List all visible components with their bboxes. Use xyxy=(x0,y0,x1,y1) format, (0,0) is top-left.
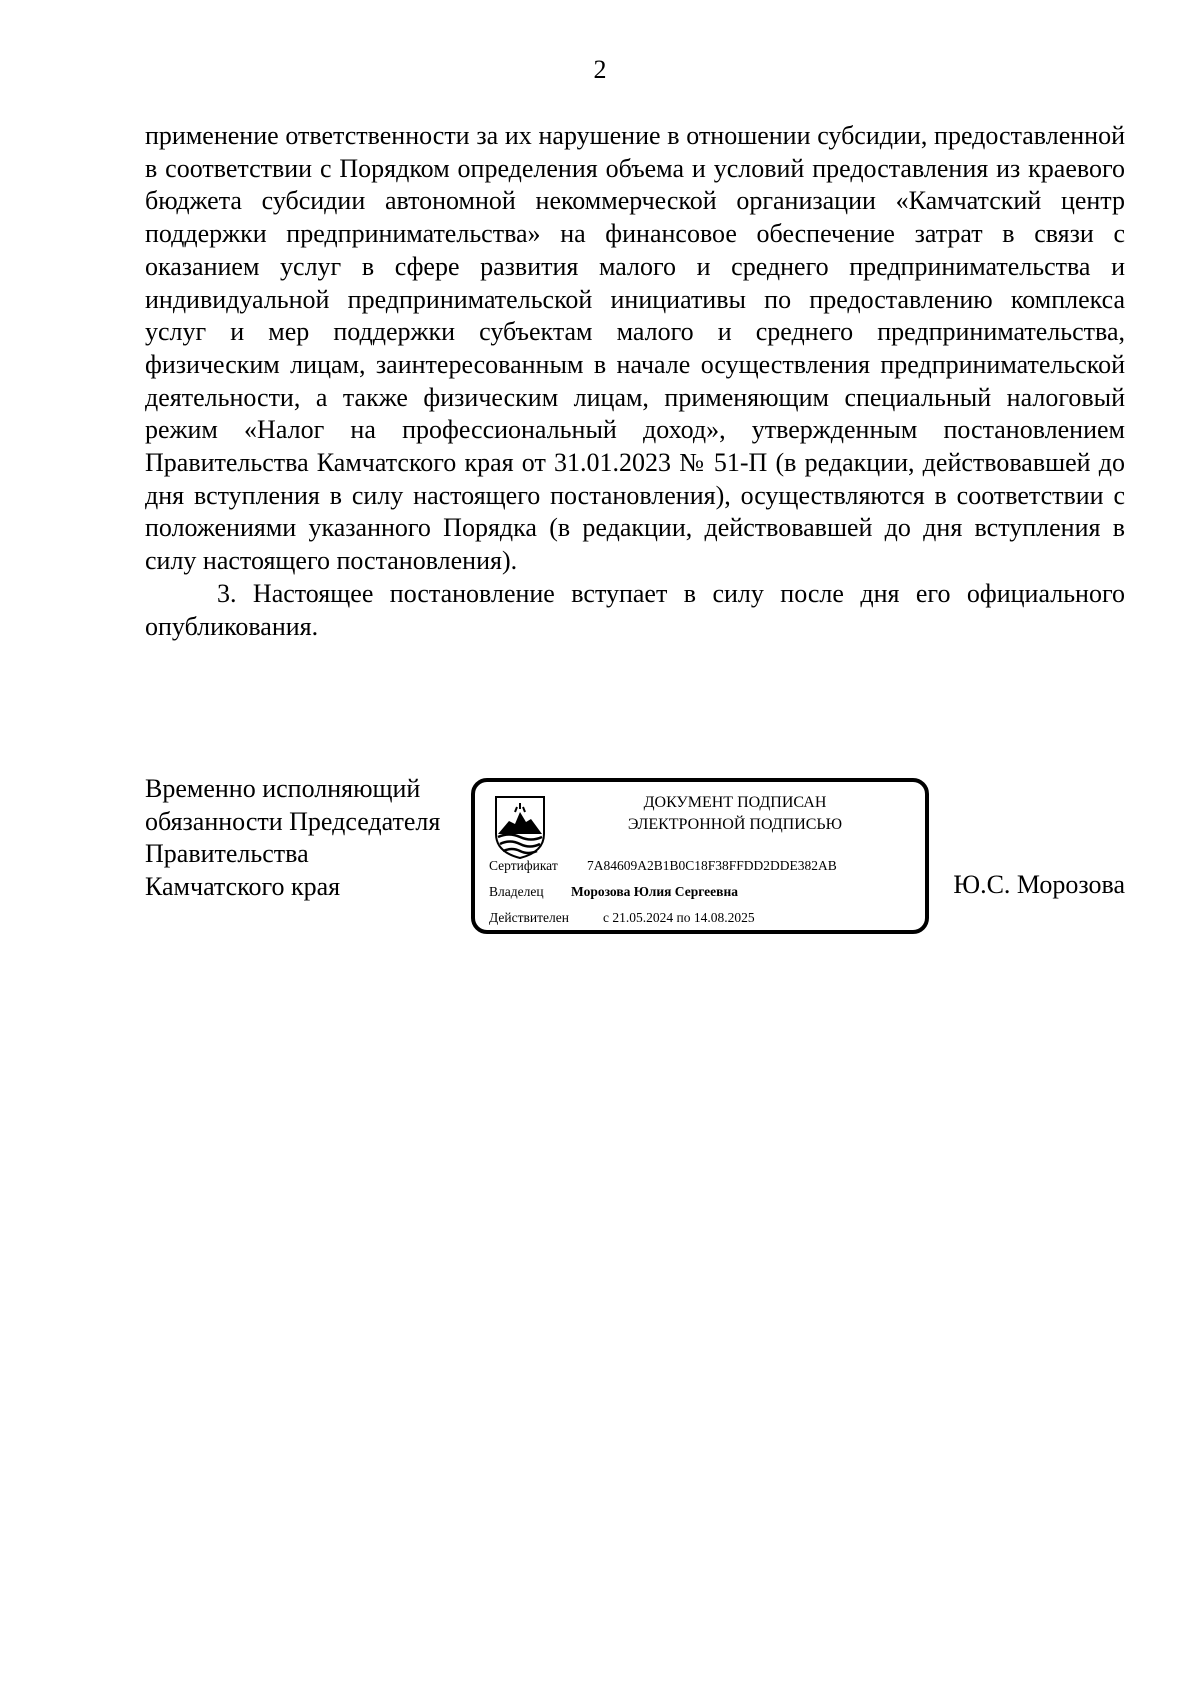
signer-position-line: Камчатского края xyxy=(145,872,341,902)
signer-position-line: Временно исполняющий xyxy=(145,774,421,803)
owner-label: Владелец xyxy=(489,884,544,899)
document-body xyxy=(145,120,1125,643)
stamp-heading xyxy=(555,792,915,836)
body-paragraph: применение ответственности за их нарушение в отношении субсидии, предоставленной в соответствии с Порядком определения объема и условий предоставления из краевого бюджета субсидии автономной некоммерческой организации «Камчатский центр поддержки предпринимательства» на финансовое обеспечение затрат в связи с оказанием услуг в сфере развития малого и среднего предпринимательства и индивидуальной предпринимательской инициативы по предоставлению комплекса услуг и мер поддержки субъектам малого и среднего предпринимательства, физическим лицам, заинтересованным в начале осуществления предпринимательской деятельности, а также физическим лицам, применяющим специальный налоговый режим «Налог на профессиональный доход», утвержденным постановлением Правительства Камчатского края от 31.01.2023 № 51-П (в редакции, действовавшей до дня вступления в силу настоящего постановления), осуществляются в соответствии с положениями указанного Порядка (в редакции, действовавшей до дня вступления в силу настоящего постановления). xyxy=(145,121,1125,576)
electronic-signature-stamp xyxy=(471,778,929,934)
signer-position-line: Правительства xyxy=(145,839,309,869)
page-number: 2 xyxy=(593,55,607,84)
signer-name: Ю.С. Морозова xyxy=(953,870,1125,899)
certificate-label: Сертификат xyxy=(489,858,558,873)
signer-position xyxy=(145,773,475,904)
certificate-value: 7A84609A2B1B0C18F38FFDD2DDE382AB xyxy=(587,858,837,873)
signer-position-line: обязанности Председателя xyxy=(145,806,441,836)
stamp-heading-line: ДОКУМЕНТ ПОДПИСАН xyxy=(643,794,827,811)
validity-label: Действителен xyxy=(489,910,569,925)
owner-value: Морозова Юлия Сергеевна xyxy=(571,884,738,899)
validity-value: с 21.05.2024 по 14.08.2025 xyxy=(603,910,755,925)
stamp-validity-row xyxy=(489,910,755,926)
stamp-certificate-row xyxy=(489,858,837,874)
kamchatka-coat-of-arms-icon xyxy=(493,794,547,860)
body-paragraph: 3. Настоящее постановление вступает в силу после дня его официального опубликования. xyxy=(145,578,1125,641)
stamp-heading-line: ЭЛЕКТРОННОЙ ПОДПИСЬЮ xyxy=(627,816,843,833)
stamp-owner-row xyxy=(489,884,738,900)
